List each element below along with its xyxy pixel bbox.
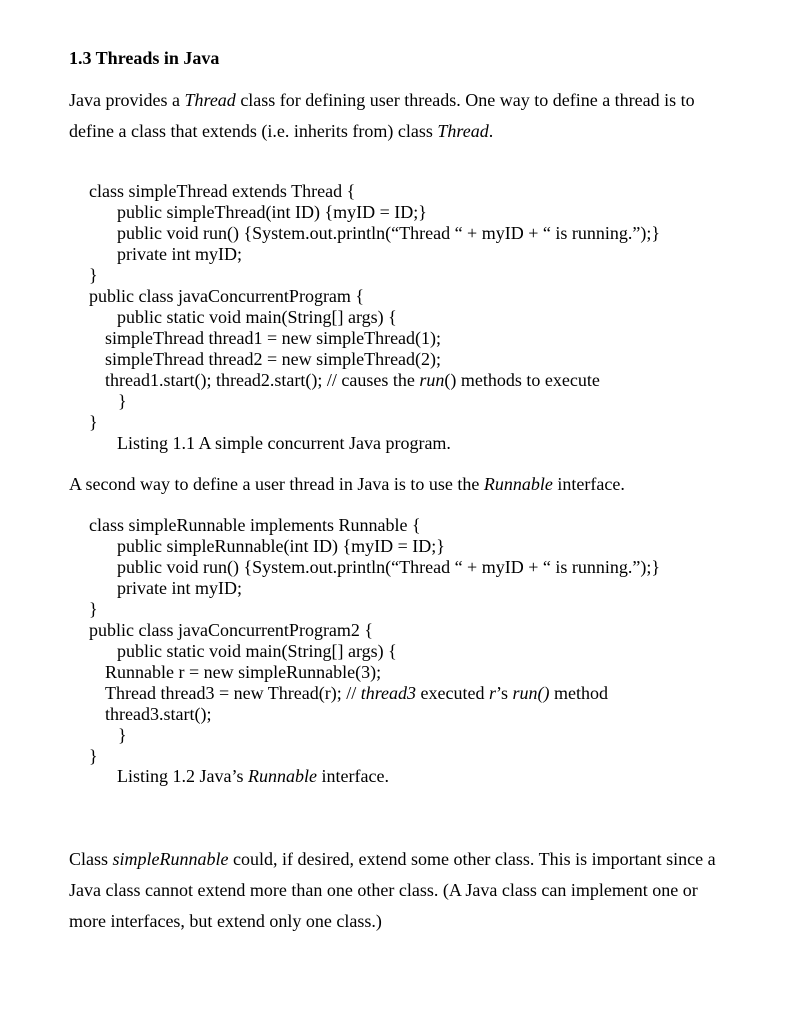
code-line: public simpleThread(int ID) {myID = ID;} xyxy=(117,202,427,222)
section-heading: 1.3 Threads in Java xyxy=(69,48,220,68)
code-text: ’s xyxy=(496,683,513,703)
code-line: thread3.start(); xyxy=(105,704,212,724)
paragraph-text: interface. xyxy=(552,474,625,494)
code-text: method xyxy=(549,683,609,703)
caption-text: Listing 1.2 Java’s xyxy=(117,766,248,786)
code-emphasis: r xyxy=(489,683,497,703)
code-line xyxy=(105,683,608,704)
code-line: Runnable r = new simpleRunnable(3); xyxy=(105,662,382,682)
intro-line-2 xyxy=(69,120,695,151)
listing-1-caption: Listing 1.1 A simple concurrent Java program. xyxy=(117,433,451,453)
intro-emphasis: Thread xyxy=(437,121,489,141)
code-line: public simpleRunnable(int ID) {myID = ID;} xyxy=(117,536,445,556)
code-line: private int myID; xyxy=(117,578,242,598)
intro-text: define a class that extends (i.e. inherits from) class xyxy=(69,121,438,141)
closing-line-2: Java class cannot extend more than one other class. (A Java class can implement one or xyxy=(69,880,698,900)
code-line: } xyxy=(118,391,127,411)
code-line xyxy=(105,370,600,391)
code-text: thread1.start(); thread2.start(); // causes the xyxy=(105,370,420,390)
caption-text: interface. xyxy=(317,766,389,786)
code-text: executed xyxy=(416,683,490,703)
code-line: } xyxy=(89,412,98,432)
code-line: public class javaConcurrentProgram2 { xyxy=(89,620,374,640)
code-emphasis: run xyxy=(419,370,445,390)
intro-text: class for defining user threads. One way to define a thread is to xyxy=(235,90,695,110)
closing-line-1 xyxy=(69,848,716,879)
code-line: } xyxy=(89,599,98,619)
code-line: public class javaConcurrentProgram { xyxy=(89,286,365,306)
code-emphasis: run() xyxy=(512,683,550,703)
intro-text: Java provides a xyxy=(69,90,185,110)
code-line: } xyxy=(89,746,98,766)
code-line: public static void main(String[] args) { xyxy=(117,307,397,327)
closing-text: Class xyxy=(69,849,113,869)
code-line: public void run() {System.out.println(“Thread “ + myID + “ is running.”);} xyxy=(117,557,660,577)
closing-line-3: more interfaces, but extend only one class.) xyxy=(69,911,382,931)
intro-text: . xyxy=(488,121,494,141)
code-text: () methods to execute xyxy=(444,370,600,390)
paragraph-text: A second way to define a user thread in Java is to use the xyxy=(69,474,484,494)
intro-emphasis: Thread xyxy=(184,90,236,110)
intro-line-1 xyxy=(69,89,695,120)
code-line: private int myID; xyxy=(117,244,242,264)
code-line: simpleThread thread2 = new simpleThread(2); xyxy=(105,349,442,369)
listing-2-caption xyxy=(117,766,389,787)
closing-text: could, if desired, extend some other class. This is important since a xyxy=(228,849,716,869)
code-line: } xyxy=(118,725,127,745)
second-way-paragraph xyxy=(69,474,625,495)
code-text: Thread thread3 = new Thread(r); // xyxy=(105,683,361,703)
paragraph-emphasis: Runnable xyxy=(483,474,553,494)
code-line: } xyxy=(89,265,98,285)
closing-paragraph xyxy=(69,848,716,941)
code-line: public static void main(String[] args) { xyxy=(117,641,397,661)
code-line: simpleThread thread1 = new simpleThread(1); xyxy=(105,328,442,348)
code-line: class simpleRunnable implements Runnable { xyxy=(89,515,421,535)
intro-paragraph xyxy=(69,89,695,151)
caption-emphasis: Runnable xyxy=(248,766,317,786)
closing-emphasis: simpleRunnable xyxy=(112,849,229,869)
code-emphasis: thread3 xyxy=(360,683,417,703)
code-line: public void run() {System.out.println(“Thread “ + myID + “ is running.”);} xyxy=(117,223,660,243)
code-line: class simpleThread extends Thread { xyxy=(89,181,356,201)
